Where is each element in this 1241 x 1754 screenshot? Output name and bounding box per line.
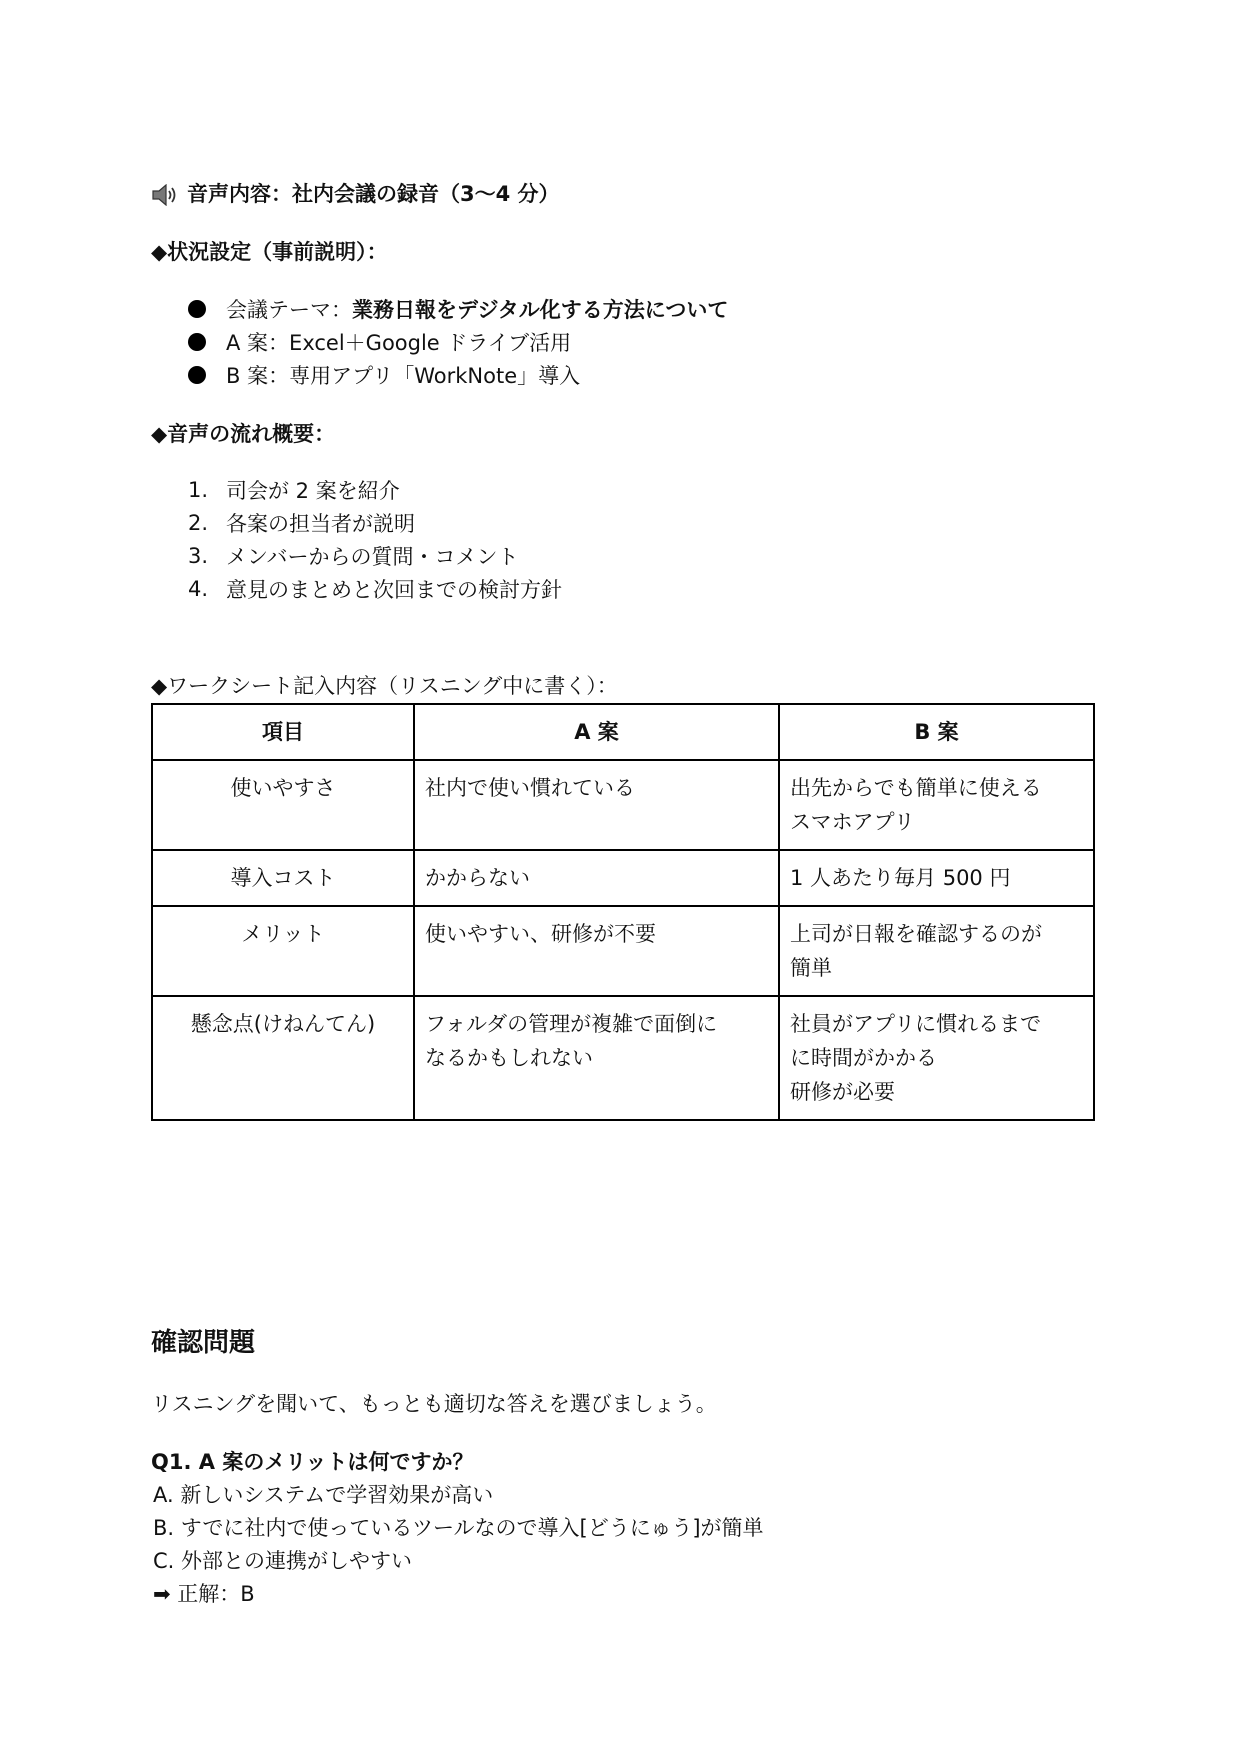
flow-item — [188, 507, 415, 539]
table-header-row — [152, 704, 1094, 760]
speaker-icon — [151, 184, 177, 206]
flow-item-text: 各案の担当者が説明 — [226, 512, 415, 536]
row-plan-b: 社員がアプリに慣れるまで に時間がかかる 研修が必要 — [779, 996, 1094, 1120]
situation-item-value: 専用アプリ「WorkNote」導入 — [289, 364, 581, 388]
flow-item-number: 1. — [188, 478, 209, 502]
row-item: 懸念点(けねんてん) — [152, 996, 414, 1120]
row-plan-b: 上司が日報を確認するのが 簡単 — [779, 906, 1094, 996]
bullet-icon — [188, 300, 206, 318]
header-item: 項目 — [152, 704, 414, 760]
quiz-option-c: C. 外部との連携がしやすい — [153, 1549, 413, 1573]
situation-item-value: Excel＋Google ドライブ活用 — [289, 331, 572, 355]
flow-item-text: メンバーからの質問・コメント — [226, 545, 519, 569]
row-plan-a: 使いやすい、研修が不要 — [414, 906, 779, 996]
table-row — [152, 760, 1094, 850]
flow-heading: ◆音声の流れ概要： — [151, 422, 336, 446]
flow-item — [188, 573, 562, 605]
situation-item-plan-b — [188, 359, 580, 391]
table-row — [152, 996, 1094, 1120]
quiz-answer: ➡ 正解：B — [153, 1582, 255, 1606]
situation-item-label: 会議テーマ： — [226, 298, 352, 322]
row-plan-a: かからない — [414, 850, 779, 906]
row-item: 導入コスト — [152, 850, 414, 906]
flow-item-number: 3. — [188, 544, 209, 568]
flow-item-number: 2. — [188, 511, 209, 535]
situation-item-theme — [188, 293, 728, 325]
flow-item-text: 意見のまとめと次回までの検討方針 — [226, 578, 562, 602]
situation-item-value: 業務日報をデジタル化する方法について — [352, 298, 729, 322]
flow-item-text: 司会が 2 案を紹介 — [226, 479, 400, 503]
quiz-option-a: A. 新しいシステムで学習効果が高い — [153, 1483, 494, 1507]
situation-heading: ◆状況設定（事前説明）： — [151, 240, 388, 264]
quiz-question: Q1. A 案のメリットは何ですか？ — [151, 1450, 474, 1474]
row-plan-b: 1 人あたり毎月 500 円 — [779, 850, 1094, 906]
flow-item — [188, 540, 519, 572]
quiz-title: 確認問題 — [151, 1328, 256, 1358]
situation-item-label: B 案： — [226, 364, 290, 388]
quiz-instruction: リスニングを聞いて、もっとも適切な答えを選びましょう。 — [151, 1392, 717, 1416]
header-plan-b: B 案 — [779, 704, 1094, 760]
audio-title-line — [151, 178, 560, 208]
header-plan-a: A 案 — [414, 704, 779, 760]
table-row — [152, 906, 1094, 996]
worksheet-heading: ◆ワークシート記入内容（リスニング中に書く）： — [151, 674, 618, 698]
flow-item-number: 4. — [188, 577, 209, 601]
audio-title: 音声内容：社内会議の録音（3〜4 分） — [187, 182, 560, 206]
situation-item-plan-a — [188, 326, 571, 358]
worksheet-table — [151, 703, 1095, 1121]
row-item: 使いやすさ — [152, 760, 414, 850]
bullet-icon — [188, 333, 206, 351]
table-row — [152, 850, 1094, 906]
row-plan-a: フォルダの管理が複雑で面倒に なるかもしれない — [414, 996, 779, 1120]
quiz-option-b: B. すでに社内で使っているツールなので導入[どうにゅう]が簡単 — [153, 1516, 764, 1540]
row-plan-a: 社内で使い慣れている — [414, 760, 779, 850]
situation-item-label: A 案： — [226, 331, 290, 355]
flow-item — [188, 474, 400, 506]
row-plan-b: 出先からでも簡単に使える スマホアプリ — [779, 760, 1094, 850]
row-item: メリット — [152, 906, 414, 996]
bullet-icon — [188, 366, 206, 384]
